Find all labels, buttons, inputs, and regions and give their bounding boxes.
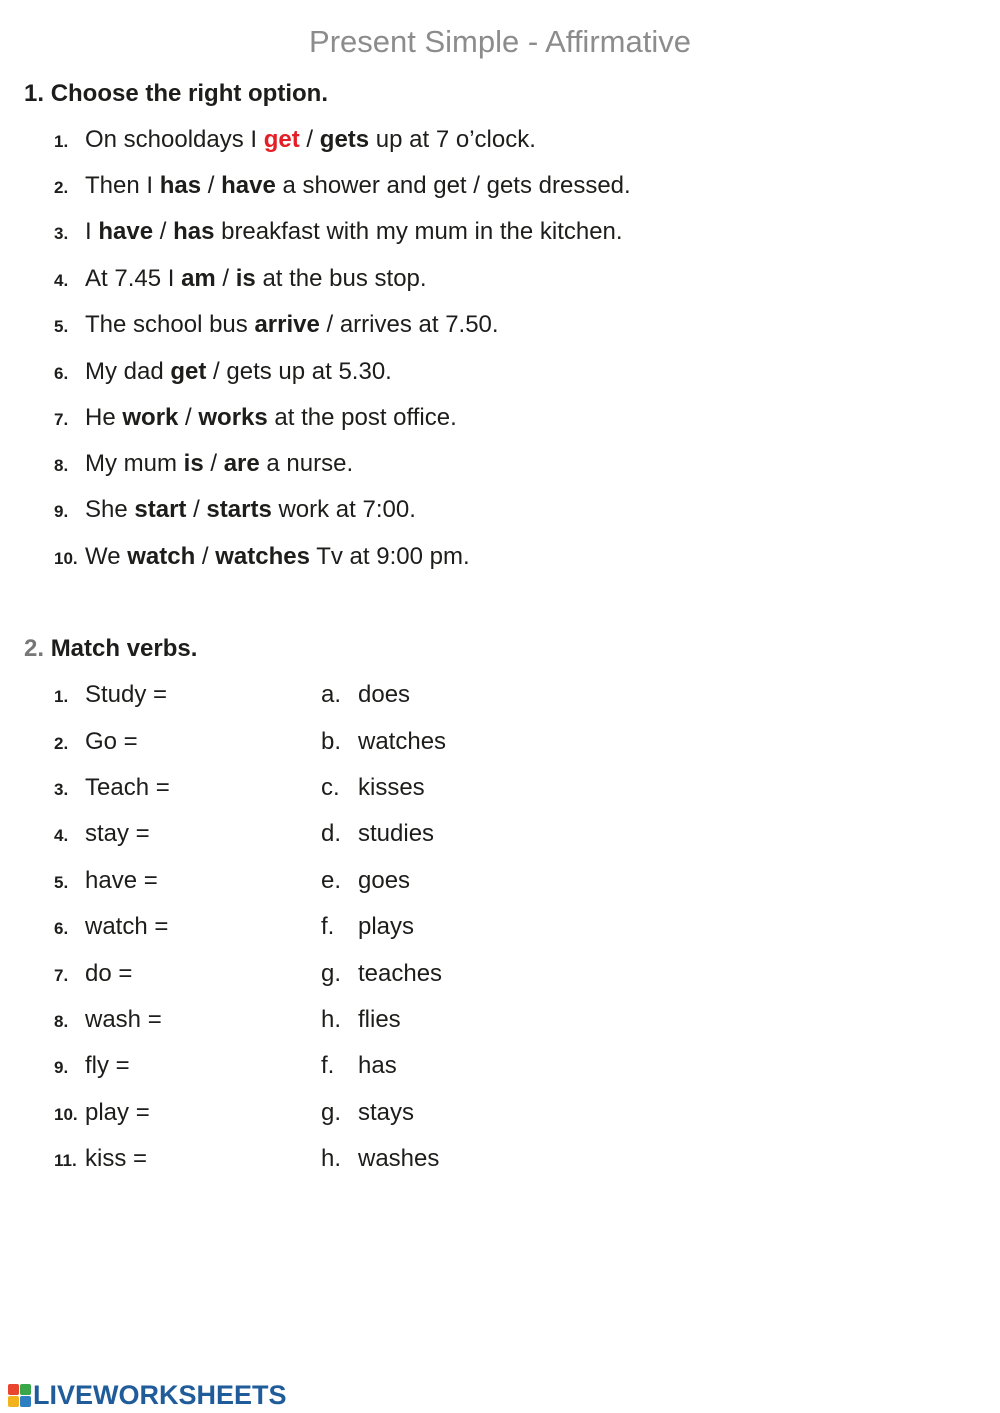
match-letter: a.	[321, 681, 342, 708]
match-word: does	[358, 681, 411, 708]
option-choice[interactable]: has	[159, 172, 202, 199]
question-number: 8.	[54, 456, 69, 475]
match-answer[interactable]	[321, 1049, 397, 1083]
question-text: He	[85, 404, 123, 431]
match-number: 10.	[54, 1105, 78, 1124]
match-verb[interactable]: watch =	[85, 913, 169, 940]
match-number: 2.	[54, 734, 69, 753]
question-item	[54, 355, 392, 389]
match-letter: g.	[321, 1099, 342, 1126]
match-letter: d.	[321, 820, 342, 847]
section-1-title: Choose the right option.	[50, 80, 328, 107]
question-number: 2.	[54, 178, 69, 197]
option-choice[interactable]: get	[170, 358, 207, 385]
match-number: 11.	[54, 1151, 77, 1170]
match-letter: e.	[321, 867, 342, 894]
option-selected[interactable]: get	[263, 126, 300, 153]
option-choice[interactable]: am	[181, 265, 216, 292]
match-item	[54, 771, 654, 805]
question-number: 7.	[54, 410, 69, 429]
match-word: goes	[358, 867, 411, 894]
match-number: 6.	[54, 919, 69, 938]
question-text: My dad	[85, 358, 171, 385]
question-text: On schooldays I	[85, 126, 264, 153]
question-item	[54, 308, 499, 342]
match-letter: h.	[321, 1006, 342, 1033]
question-text: at the bus stop.	[255, 265, 427, 292]
option-choice[interactable]: has	[173, 218, 215, 245]
match-word: flies	[358, 1006, 401, 1033]
match-letter: b.	[321, 728, 342, 755]
question-text: /	[299, 126, 320, 153]
match-verb[interactable]: have =	[85, 867, 158, 894]
question-number: 10.	[54, 549, 78, 568]
question-text: I	[85, 218, 99, 245]
option-choice[interactable]: are	[223, 450, 260, 477]
match-number: 1.	[54, 687, 69, 706]
match-word: plays	[358, 913, 415, 940]
question-item	[54, 123, 536, 157]
question-text: /	[178, 404, 199, 431]
match-answer[interactable]	[321, 864, 410, 898]
question-number: 5.	[54, 317, 69, 336]
match-letter: g.	[321, 960, 342, 987]
match-word: washes	[358, 1145, 440, 1172]
match-item	[54, 910, 654, 944]
option-choice[interactable]: is	[183, 450, 204, 477]
option-choice[interactable]: work	[122, 404, 179, 431]
question-text: At 7.45 I	[85, 265, 182, 292]
question-item	[54, 401, 457, 435]
option-choice[interactable]: starts	[206, 496, 272, 523]
match-answer[interactable]	[321, 678, 410, 712]
match-number: 3.	[54, 780, 69, 799]
match-letter: h.	[321, 1145, 342, 1172]
match-item	[54, 817, 654, 851]
option-choice[interactable]: watch	[127, 543, 196, 570]
match-number: 8.	[54, 1012, 69, 1031]
question-item	[54, 447, 353, 481]
section-2-heading	[24, 634, 197, 664]
match-word: studies	[358, 820, 435, 847]
section-2-number: 2.	[24, 635, 45, 662]
match-number: 7.	[54, 966, 69, 985]
match-verb[interactable]: play =	[85, 1099, 150, 1126]
question-text: a nurse.	[259, 450, 354, 477]
question-text: The school bus	[85, 311, 255, 338]
match-verb[interactable]: stay =	[85, 820, 150, 847]
match-verb[interactable]: wash =	[85, 1006, 162, 1033]
match-verb[interactable]: fly =	[85, 1052, 130, 1079]
liveworksheets-logo-icon	[8, 1384, 31, 1407]
question-item	[54, 215, 623, 249]
question-text: at the post office.	[267, 404, 457, 431]
question-text: / gets up at 5.30.	[206, 358, 392, 385]
match-answer[interactable]	[321, 771, 425, 805]
option-choice[interactable]: have	[221, 172, 276, 199]
match-item	[54, 1096, 654, 1130]
question-text: work at 7:00.	[271, 496, 416, 523]
option-choice[interactable]: arrive	[254, 311, 320, 338]
question-number: 1.	[54, 132, 69, 151]
match-answer[interactable]	[321, 957, 442, 991]
question-text: a shower and get / gets dressed.	[275, 172, 631, 199]
match-word: stays	[358, 1099, 415, 1126]
match-word: kisses	[358, 774, 425, 801]
match-answer[interactable]	[321, 1142, 439, 1176]
question-item	[54, 169, 631, 203]
section-1-heading	[24, 79, 328, 109]
page-title: Present Simple - Affirmative	[309, 24, 691, 59]
question-number: 6.	[54, 364, 69, 383]
question-number: 9.	[54, 502, 69, 521]
match-word: teaches	[358, 960, 443, 987]
question-text: /	[203, 450, 224, 477]
match-answer[interactable]	[321, 725, 446, 759]
match-item	[54, 725, 654, 759]
option-choice[interactable]: works	[198, 404, 268, 431]
match-number: 5.	[54, 873, 69, 892]
question-text: up at 7 o’clock.	[369, 126, 536, 153]
match-letter: f.	[321, 1052, 335, 1079]
match-word: has	[358, 1052, 397, 1079]
match-number: 4.	[54, 826, 69, 845]
option-choice[interactable]: have	[98, 218, 154, 245]
question-text: /	[186, 496, 207, 523]
match-verb[interactable]: Teach =	[85, 774, 170, 801]
question-text: Then I	[85, 172, 160, 199]
question-item	[54, 493, 416, 527]
match-verb[interactable]: do =	[85, 960, 133, 987]
match-word: watches	[358, 728, 447, 755]
question-text: /	[201, 172, 222, 199]
question-text: / arrives at 7.50.	[319, 311, 499, 338]
liveworksheets-logo[interactable]	[8, 1380, 287, 1410]
match-number: 9.	[54, 1058, 69, 1077]
match-verb[interactable]: kiss =	[85, 1145, 148, 1172]
option-choice[interactable]: start	[134, 496, 187, 523]
logo-text: LIVEWORKSHEETS	[33, 1379, 287, 1410]
option-choice[interactable]: watches	[215, 543, 310, 570]
match-item	[54, 1049, 654, 1083]
question-text: She	[85, 496, 135, 523]
question-text: /	[195, 543, 216, 570]
match-item	[54, 1003, 654, 1037]
match-item	[54, 678, 654, 712]
question-text: /	[153, 218, 174, 245]
question-text: breakfast with my mum in the kitchen.	[214, 218, 623, 245]
option-choice[interactable]: gets	[319, 126, 370, 153]
question-number: 4.	[54, 271, 69, 290]
match-item	[54, 1142, 654, 1176]
question-number: 3.	[54, 224, 69, 243]
question-item	[54, 540, 470, 574]
match-verb[interactable]: Go =	[85, 728, 138, 755]
match-letter: c.	[321, 774, 340, 801]
question-text: We	[85, 543, 128, 570]
match-item	[54, 957, 654, 991]
section-2-title: Match verbs.	[50, 635, 198, 662]
match-verb[interactable]: Study =	[85, 681, 168, 708]
section-1-number: 1.	[24, 80, 45, 107]
question-text: /	[215, 265, 236, 292]
option-choice[interactable]: is	[235, 265, 256, 292]
question-text: Tv at 9:00 pm.	[309, 543, 470, 570]
question-text: My mum	[85, 450, 184, 477]
match-letter: f.	[321, 913, 335, 940]
match-answer[interactable]	[321, 1003, 401, 1037]
match-answer[interactable]	[321, 817, 434, 851]
match-answer[interactable]	[321, 1096, 414, 1130]
match-item	[54, 864, 654, 898]
match-answer[interactable]	[321, 910, 414, 944]
question-item	[54, 262, 427, 296]
